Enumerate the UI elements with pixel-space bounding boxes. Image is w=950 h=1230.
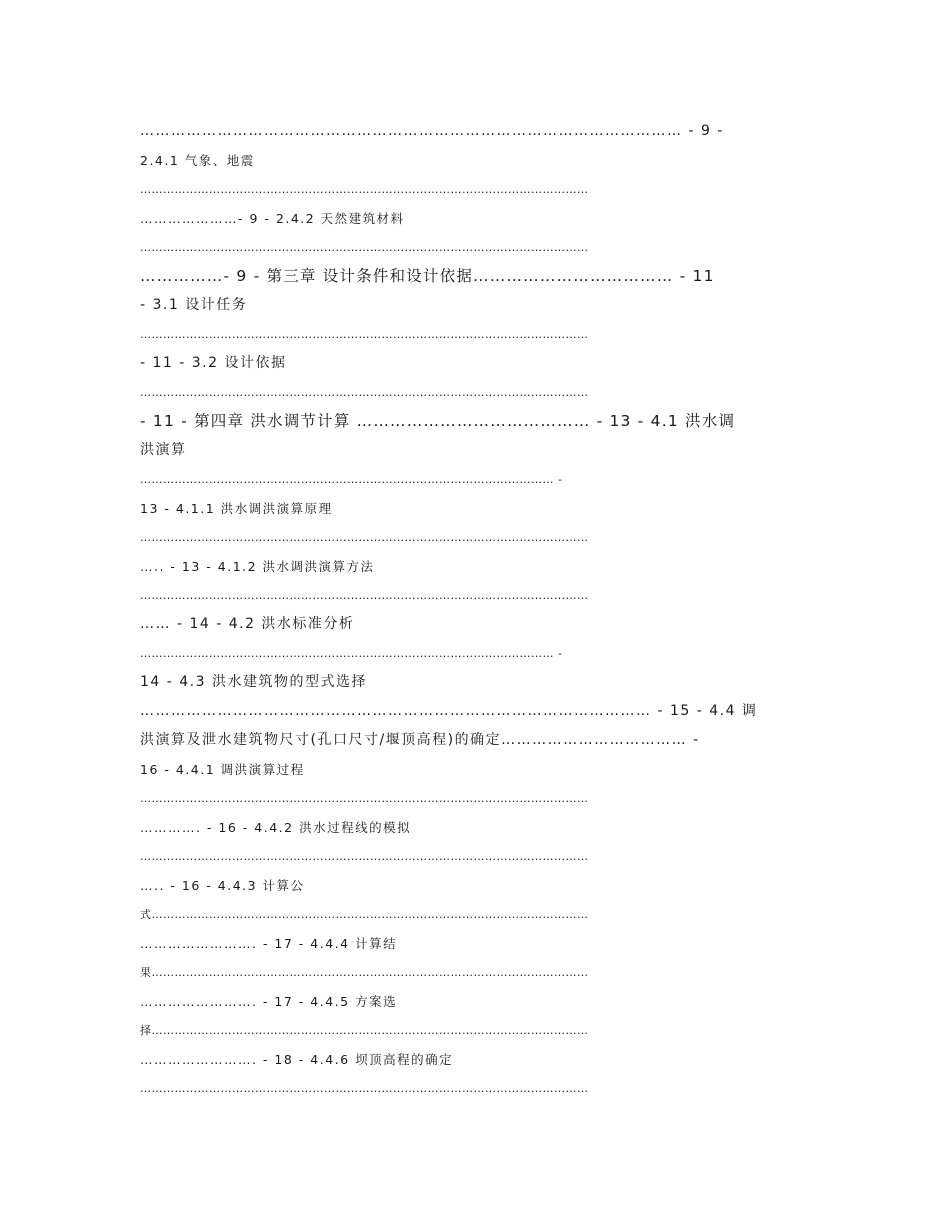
toc-line: …… - 14 - 4.2 洪水标准分析 (140, 616, 355, 632)
toc-line: 洪演算及泄水建筑物尺寸(孔口尺寸/堰顶高程)的确定……………………………… - (140, 732, 700, 748)
table-of-contents (140, 117, 808, 1103)
toc-line: ……………………………………………………………………………………………………… (140, 531, 589, 544)
toc-line: 14 - 4.3 洪水建筑物的型式选择 (140, 674, 367, 690)
toc-line: ……………………………………………………………………………………………………… (140, 850, 589, 863)
toc-line: - 11 - 第四章 洪水调节计算 …………………………………… - 13 - 4.1 洪水调 (140, 412, 736, 430)
toc-line: ……………………………………………………………………………………………………… (140, 1082, 589, 1095)
toc-line: ……………………. - 18 - 4.4.6 坝顶高程的确定 (140, 1052, 454, 1067)
toc-line: …………. - 16 - 4.4.2 洪水过程线的模拟 (140, 820, 412, 835)
toc-line: ……………………………………………………………………………………………………… (140, 589, 589, 602)
toc-line: ……………………………………………………………………………………………… - (140, 647, 563, 660)
toc-line: ……………………………………………………………………………………………………… (140, 328, 589, 341)
toc-line: ……………………………………………………………………………………………… - (140, 473, 563, 486)
toc-line: - 11 - 3.2 设计依据 (140, 355, 287, 371)
toc-line: ……………………………………………………………………………………………………… (140, 386, 589, 399)
toc-line: ….. - 16 - 4.4.3 计算公 (140, 878, 305, 893)
toc-line: …………………- 9 - 2.4.2 天然建筑材料 (140, 211, 405, 226)
toc-line: …………………………………………………………………………………………… - 9 - (140, 123, 724, 139)
toc-line: 16 - 4.4.1 调洪演算过程 (140, 762, 305, 777)
toc-line: - 3.1 设计任务 (140, 297, 248, 313)
toc-line: 洪演算 (140, 442, 187, 458)
toc-line: ……………- 9 - 第三章 设计条件和设计依据……………………………… - 11 (140, 267, 715, 285)
toc-line: 择…………………………………………………………………………………………………… (140, 1024, 589, 1037)
toc-line: 2.4.1 气象、地震 (140, 153, 255, 168)
toc-line: ……………………………………………………………………………………… - 15 - 4.4 调 (140, 703, 758, 719)
toc-line: 13 - 4.1.1 洪水调洪演算原理 (140, 501, 333, 516)
toc-line: ….. - 13 - 4.1.2 洪水调洪演算方法 (140, 559, 375, 574)
toc-line: ……………………………………………………………………………………………………… (140, 241, 589, 254)
toc-line: ……………………. - 17 - 4.4.4 计算结 (140, 936, 398, 951)
toc-line: ……………………………………………………………………………………………………… (140, 183, 589, 196)
toc-line: 果…………………………………………………………………………………………………… (140, 966, 589, 979)
toc-line: ……………………………………………………………………………………………………… (140, 792, 589, 805)
toc-line: 式…………………………………………………………………………………………………… (140, 908, 589, 921)
toc-line: ……………………. - 17 - 4.4.5 方案选 (140, 994, 398, 1009)
